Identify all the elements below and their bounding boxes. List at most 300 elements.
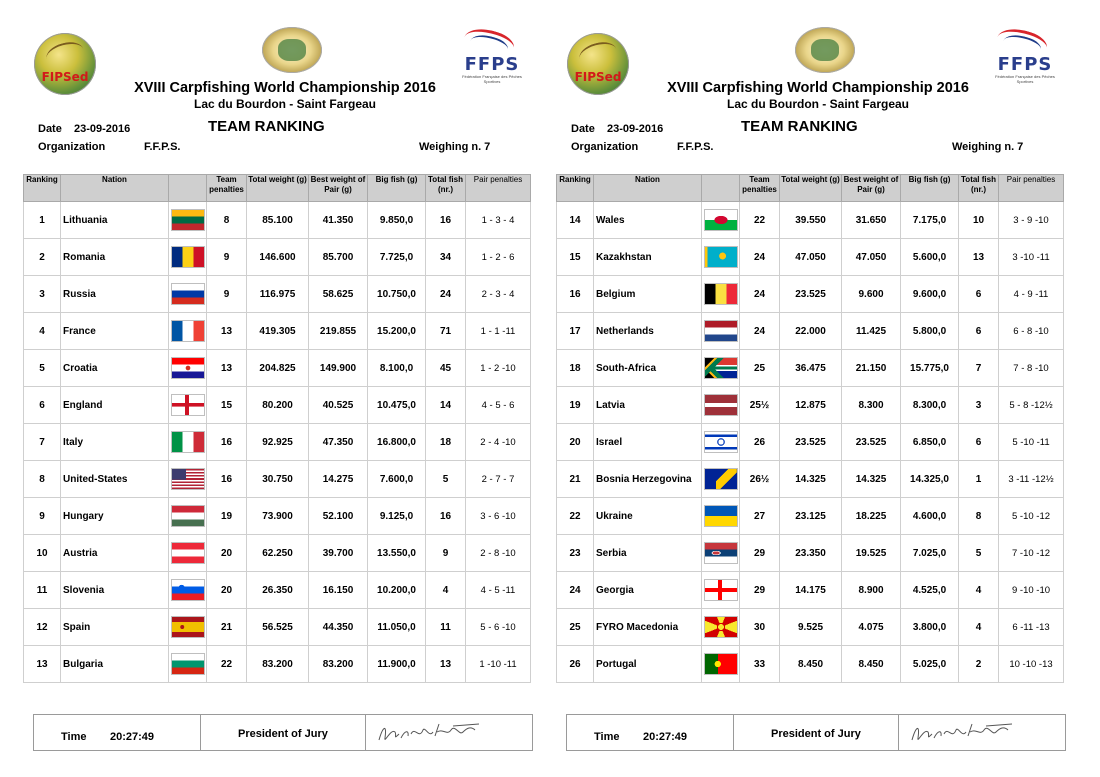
table-row — [557, 387, 1064, 424]
total-weight-cell: 116.975 — [247, 276, 309, 313]
rank-cell: 11 — [24, 572, 61, 609]
nation-cell: Israel — [594, 424, 702, 461]
total-weight-cell: 8.450 — [780, 646, 842, 683]
flag-icon — [705, 506, 737, 526]
venue-subtitle: Lac du Bourdon - Saint Fargeau — [726, 97, 909, 111]
table-row — [557, 535, 1064, 572]
fipsed-logo-text: FIPSed — [574, 70, 622, 84]
col-total-fish: Total fish (nr.) — [959, 175, 999, 202]
total-fish-cell: 13 — [426, 646, 466, 683]
flag-cell — [702, 572, 740, 609]
ffps-logo — [993, 28, 1057, 84]
flag-icon — [172, 580, 204, 600]
rank-cell: 8 — [24, 461, 61, 498]
nation-cell: Romania — [61, 239, 169, 276]
total-fish-cell: 6 — [959, 424, 999, 461]
flag-icon — [172, 617, 204, 637]
president-signature — [375, 718, 485, 746]
rank-cell: 18 — [557, 350, 594, 387]
nation-cell: Austria — [61, 535, 169, 572]
rank-cell: 22 — [557, 498, 594, 535]
best-pair-weight-cell: 21.150 — [842, 350, 901, 387]
total-weight-cell: 419.305 — [247, 313, 309, 350]
table-row — [557, 276, 1064, 313]
ffps-logo-text: FFPS — [997, 54, 1053, 75]
big-fish-cell: 3.800,0 — [901, 609, 959, 646]
col-nation: Nation — [61, 175, 169, 202]
col-pair-penalties: Pair penalties — [466, 175, 531, 202]
table-row — [24, 424, 531, 461]
nation-cell: Kazakhstan — [594, 239, 702, 276]
total-fish-cell: 8 — [959, 498, 999, 535]
pair-penalties-cell: 2 - 3 - 4 — [466, 276, 531, 313]
pair-penalties-cell: 1 -10 -11 — [466, 646, 531, 683]
flag-cell — [702, 461, 740, 498]
table-row — [24, 572, 531, 609]
total-weight-cell: 204.825 — [247, 350, 309, 387]
total-fish-cell: 6 — [959, 276, 999, 313]
big-fish-cell: 8.100,0 — [368, 350, 426, 387]
best-pair-weight-cell: 16.150 — [309, 572, 368, 609]
flag-icon — [705, 617, 737, 637]
table-row — [24, 313, 531, 350]
flag-icon — [705, 432, 737, 452]
time-value: 20:27:49 — [643, 731, 688, 743]
weighing-number: Weighing n. 7 — [952, 141, 1024, 153]
col-total-fish: Total fish (nr.) — [426, 175, 466, 202]
championship-emblem — [262, 27, 322, 73]
pair-penalties-cell: 2 - 7 - 7 — [466, 461, 531, 498]
total-fish-cell: 2 — [959, 646, 999, 683]
total-fish-cell: 10 — [959, 202, 999, 239]
table-row — [24, 202, 531, 239]
flag-cell — [169, 276, 207, 313]
rank-cell: 1 — [24, 202, 61, 239]
rank-cell: 26 — [557, 646, 594, 683]
time-label: Time — [61, 731, 87, 743]
pair-penalties-cell: 1 - 2 -10 — [466, 350, 531, 387]
rank-cell: 3 — [24, 276, 61, 313]
total-weight-cell: 85.100 — [247, 202, 309, 239]
flag-icon — [705, 580, 737, 600]
flag-icon — [705, 284, 737, 304]
table-row — [557, 609, 1064, 646]
pair-penalties-cell: 5 -10 -11 — [999, 424, 1064, 461]
table-row — [557, 239, 1064, 276]
flag-cell — [169, 202, 207, 239]
rank-cell: 13 — [24, 646, 61, 683]
rank-cell: 9 — [24, 498, 61, 535]
big-fish-cell: 13.550,0 — [368, 535, 426, 572]
total-fish-cell: 34 — [426, 239, 466, 276]
date-value: 23-09-2016 — [74, 123, 131, 135]
total-weight-cell: 23.525 — [780, 276, 842, 313]
flag-icon — [172, 654, 204, 674]
total-fish-cell: 5 — [959, 535, 999, 572]
best-pair-weight-cell: 14.275 — [309, 461, 368, 498]
rank-cell: 16 — [557, 276, 594, 313]
big-fish-cell: 5.800,0 — [901, 313, 959, 350]
total-weight-cell: 39.550 — [780, 202, 842, 239]
total-fish-cell: 4 — [959, 609, 999, 646]
total-weight-cell: 22.000 — [780, 313, 842, 350]
total-fish-cell: 18 — [426, 424, 466, 461]
total-fish-cell: 16 — [426, 202, 466, 239]
flag-icon — [172, 543, 204, 563]
rank-cell: 7 — [24, 424, 61, 461]
nation-cell: Latvia — [594, 387, 702, 424]
pair-penalties-cell: 6 - 8 -10 — [999, 313, 1064, 350]
president-cell — [200, 715, 366, 750]
flag-cell — [169, 535, 207, 572]
best-pair-weight-cell: 31.650 — [842, 202, 901, 239]
pair-penalties-cell: 2 - 4 -10 — [466, 424, 531, 461]
president-of-jury-label: President of Jury — [771, 728, 861, 740]
nation-cell: Spain — [61, 609, 169, 646]
team-penalties-cell: 20 — [207, 535, 247, 572]
total-weight-cell: 146.600 — [247, 239, 309, 276]
team-penalties-cell: 24 — [740, 239, 780, 276]
table-row — [557, 498, 1064, 535]
pair-penalties-cell: 2 - 8 -10 — [466, 535, 531, 572]
rank-cell: 10 — [24, 535, 61, 572]
nation-cell: Bosnia Herzegovina — [594, 461, 702, 498]
nation-cell: Netherlands — [594, 313, 702, 350]
total-fish-cell: 4 — [426, 572, 466, 609]
flag-cell — [169, 646, 207, 683]
flag-icon — [172, 358, 204, 378]
flag-icon — [705, 543, 737, 563]
rank-cell: 5 — [24, 350, 61, 387]
table-row — [557, 313, 1064, 350]
best-pair-weight-cell: 23.525 — [842, 424, 901, 461]
table-row — [557, 646, 1064, 683]
fipsed-logo-text: FIPSed — [41, 70, 89, 84]
big-fish-cell: 9.850,0 — [368, 202, 426, 239]
col-ranking: Ranking — [557, 175, 594, 202]
total-weight-cell: 83.200 — [247, 646, 309, 683]
team-penalties-cell: 20 — [207, 572, 247, 609]
organization-label: Organization — [38, 141, 106, 153]
best-pair-weight-cell: 58.625 — [309, 276, 368, 313]
col-ranking: Ranking — [24, 175, 61, 202]
nation-cell: Russia — [61, 276, 169, 313]
pair-penalties-cell: 9 -10 -10 — [999, 572, 1064, 609]
big-fish-cell: 10.475,0 — [368, 387, 426, 424]
pair-penalties-cell: 3 - 9 -10 — [999, 202, 1064, 239]
time-value: 20:27:49 — [110, 731, 155, 743]
flag-cell — [169, 498, 207, 535]
total-weight-cell: 73.900 — [247, 498, 309, 535]
nation-cell: United-States — [61, 461, 169, 498]
signature-cell — [898, 715, 1064, 750]
big-fish-cell: 15.775,0 — [901, 350, 959, 387]
flag-cell — [702, 498, 740, 535]
championship-title: XVIII Carpfishing World Championship 2016 — [667, 80, 969, 96]
best-pair-weight-cell: 47.050 — [842, 239, 901, 276]
team-penalties-cell: 29 — [740, 572, 780, 609]
best-pair-weight-cell: 14.325 — [842, 461, 901, 498]
team-penalties-cell: 16 — [207, 461, 247, 498]
best-pair-weight-cell: 85.700 — [309, 239, 368, 276]
weighing-number: Weighing n. 7 — [419, 141, 491, 153]
best-pair-weight-cell: 19.525 — [842, 535, 901, 572]
flag-icon — [172, 210, 204, 230]
flag-icon — [705, 321, 737, 341]
col-team-penalties: Team penalties — [207, 175, 247, 202]
total-fish-cell: 16 — [426, 498, 466, 535]
flag-icon — [705, 469, 737, 489]
flag-icon — [172, 469, 204, 489]
table-header-row — [557, 175, 1064, 202]
team-penalties-cell: 24 — [740, 276, 780, 313]
total-fish-cell: 4 — [959, 572, 999, 609]
team-penalties-cell: 13 — [207, 350, 247, 387]
organization-value: F.F.P.S. — [144, 141, 181, 153]
total-weight-cell: 26.350 — [247, 572, 309, 609]
pair-penalties-cell: 7 -10 -12 — [999, 535, 1064, 572]
table-row — [24, 276, 531, 313]
big-fish-cell: 9.600,0 — [901, 276, 959, 313]
venue-subtitle: Lac du Bourdon - Saint Fargeau — [193, 97, 376, 111]
pair-penalties-cell: 4 - 9 -11 — [999, 276, 1064, 313]
team-penalties-cell: 25 — [740, 350, 780, 387]
big-fish-cell: 15.200,0 — [368, 313, 426, 350]
ranking-table — [556, 174, 1064, 683]
flag-icon — [172, 395, 204, 415]
col-best-weight-pair: Best weight of Pair (g) — [309, 175, 368, 202]
table-row — [24, 387, 531, 424]
total-weight-cell: 36.475 — [780, 350, 842, 387]
col-big-fish: Big fish (g) — [901, 175, 959, 202]
total-fish-cell: 1 — [959, 461, 999, 498]
best-pair-weight-cell: 8.900 — [842, 572, 901, 609]
rank-cell: 23 — [557, 535, 594, 572]
rank-cell: 24 — [557, 572, 594, 609]
big-fish-cell: 5.600,0 — [901, 239, 959, 276]
rank-cell: 15 — [557, 239, 594, 276]
flag-cell — [169, 239, 207, 276]
flag-cell — [702, 313, 740, 350]
nation-cell: Ukraine — [594, 498, 702, 535]
total-weight-cell: 62.250 — [247, 535, 309, 572]
total-fish-cell: 71 — [426, 313, 466, 350]
flag-icon — [705, 654, 737, 674]
rank-cell: 2 — [24, 239, 61, 276]
table-row — [557, 461, 1064, 498]
total-fish-cell: 5 — [426, 461, 466, 498]
nation-cell: France — [61, 313, 169, 350]
table-row — [557, 350, 1064, 387]
team-penalties-cell: 22 — [207, 646, 247, 683]
date-label: Date — [571, 123, 595, 135]
big-fish-cell: 10.750,0 — [368, 276, 426, 313]
table-row — [24, 498, 531, 535]
big-fish-cell: 16.800,0 — [368, 424, 426, 461]
championship-emblem — [795, 27, 855, 73]
big-fish-cell: 14.325,0 — [901, 461, 959, 498]
big-fish-cell: 10.200,0 — [368, 572, 426, 609]
total-fish-cell: 11 — [426, 609, 466, 646]
president-cell — [733, 715, 899, 750]
flag-cell — [702, 239, 740, 276]
pair-penalties-cell: 3 - 6 -10 — [466, 498, 531, 535]
best-pair-weight-cell: 47.350 — [309, 424, 368, 461]
flag-cell — [702, 646, 740, 683]
pair-penalties-cell: 5 - 6 -10 — [466, 609, 531, 646]
flag-icon — [705, 358, 737, 378]
nation-cell: Serbia — [594, 535, 702, 572]
total-weight-cell: 23.125 — [780, 498, 842, 535]
pair-penalties-cell: 7 - 8 -10 — [999, 350, 1064, 387]
big-fish-cell: 4.600,0 — [901, 498, 959, 535]
nation-cell: Lithuania — [61, 202, 169, 239]
total-weight-cell: 30.750 — [247, 461, 309, 498]
col-best-weight-pair: Best weight of Pair (g) — [842, 175, 901, 202]
table-row — [24, 646, 531, 683]
time-label: Time — [594, 731, 620, 743]
nation-cell: Bulgaria — [61, 646, 169, 683]
team-penalties-cell: 9 — [207, 239, 247, 276]
table-row — [24, 350, 531, 387]
flag-icon — [705, 210, 737, 230]
flag-icon — [705, 247, 737, 267]
best-pair-weight-cell: 18.225 — [842, 498, 901, 535]
best-pair-weight-cell: 8.300 — [842, 387, 901, 424]
best-pair-weight-cell: 8.450 — [842, 646, 901, 683]
big-fish-cell: 7.600,0 — [368, 461, 426, 498]
team-penalties-cell: 9 — [207, 276, 247, 313]
table-header-row — [24, 175, 531, 202]
flag-cell — [702, 276, 740, 313]
flag-icon — [172, 506, 204, 526]
best-pair-weight-cell: 40.525 — [309, 387, 368, 424]
big-fish-cell: 7.025,0 — [901, 535, 959, 572]
nation-cell: Italy — [61, 424, 169, 461]
best-pair-weight-cell: 41.350 — [309, 202, 368, 239]
total-fish-cell: 7 — [959, 350, 999, 387]
total-weight-cell: 23.525 — [780, 424, 842, 461]
nation-cell: South-Africa — [594, 350, 702, 387]
big-fish-cell: 8.300,0 — [901, 387, 959, 424]
pair-penalties-cell: 4 - 5 - 6 — [466, 387, 531, 424]
col-total-weight: Total weight (g) — [247, 175, 309, 202]
table-row — [557, 424, 1064, 461]
rank-cell: 4 — [24, 313, 61, 350]
flag-cell — [169, 387, 207, 424]
pair-penalties-cell: 1 - 3 - 4 — [466, 202, 531, 239]
total-weight-cell: 14.175 — [780, 572, 842, 609]
ranking-table — [23, 174, 531, 683]
pair-penalties-cell: 4 - 5 -11 — [466, 572, 531, 609]
flag-icon — [172, 284, 204, 304]
big-fish-cell: 9.125,0 — [368, 498, 426, 535]
big-fish-cell: 5.025,0 — [901, 646, 959, 683]
col-flag — [169, 175, 207, 202]
rank-cell: 14 — [557, 202, 594, 239]
organization-value: F.F.P.S. — [677, 141, 714, 153]
time-cell — [567, 715, 734, 750]
col-nation: Nation — [594, 175, 702, 202]
nation-cell: Hungary — [61, 498, 169, 535]
pair-penalties-cell: 1 - 1 -11 — [466, 313, 531, 350]
rank-cell: 17 — [557, 313, 594, 350]
report-title: TEAM RANKING — [741, 118, 858, 135]
total-weight-cell: 92.925 — [247, 424, 309, 461]
flag-cell — [169, 461, 207, 498]
footer-box — [33, 714, 533, 751]
total-weight-cell: 12.875 — [780, 387, 842, 424]
nation-cell: FYRO Macedonia — [594, 609, 702, 646]
flag-icon — [172, 321, 204, 341]
team-penalties-cell: 21 — [207, 609, 247, 646]
flag-cell — [702, 609, 740, 646]
nation-cell: Wales — [594, 202, 702, 239]
flag-icon — [172, 432, 204, 452]
team-penalties-cell: 22 — [740, 202, 780, 239]
total-fish-cell: 14 — [426, 387, 466, 424]
big-fish-cell: 7.175,0 — [901, 202, 959, 239]
pair-penalties-cell: 10 -10 -13 — [999, 646, 1064, 683]
flag-cell — [702, 424, 740, 461]
nation-cell: Belgium — [594, 276, 702, 313]
best-pair-weight-cell: 39.700 — [309, 535, 368, 572]
table-row — [557, 202, 1064, 239]
team-penalties-cell: 25½ — [740, 387, 780, 424]
total-weight-cell: 56.525 — [247, 609, 309, 646]
big-fish-cell: 11.050,0 — [368, 609, 426, 646]
team-penalties-cell: 13 — [207, 313, 247, 350]
total-fish-cell: 9 — [426, 535, 466, 572]
date-value: 23-09-2016 — [607, 123, 664, 135]
president-of-jury-label: President of Jury — [238, 728, 328, 740]
time-cell — [34, 715, 201, 750]
col-team-penalties: Team penalties — [740, 175, 780, 202]
rank-cell: 6 — [24, 387, 61, 424]
big-fish-cell: 6.850,0 — [901, 424, 959, 461]
nation-cell: England — [61, 387, 169, 424]
team-penalties-cell: 19 — [207, 498, 247, 535]
pair-penalties-cell: 1 - 2 - 6 — [466, 239, 531, 276]
team-penalties-cell: 27 — [740, 498, 780, 535]
flag-cell — [169, 313, 207, 350]
total-fish-cell: 3 — [959, 387, 999, 424]
president-signature — [908, 718, 1018, 746]
date-label: Date — [38, 123, 62, 135]
team-penalties-cell: 26 — [740, 424, 780, 461]
flag-cell — [702, 387, 740, 424]
total-weight-cell: 9.525 — [780, 609, 842, 646]
total-weight-cell: 14.325 — [780, 461, 842, 498]
footer-box — [566, 714, 1066, 751]
best-pair-weight-cell: 11.425 — [842, 313, 901, 350]
flag-icon — [172, 247, 204, 267]
best-pair-weight-cell: 52.100 — [309, 498, 368, 535]
best-pair-weight-cell: 4.075 — [842, 609, 901, 646]
table-row — [24, 461, 531, 498]
nation-cell: Georgia — [594, 572, 702, 609]
big-fish-cell: 11.900,0 — [368, 646, 426, 683]
flag-cell — [169, 572, 207, 609]
big-fish-cell: 4.525,0 — [901, 572, 959, 609]
table-row — [557, 572, 1064, 609]
col-total-weight: Total weight (g) — [780, 175, 842, 202]
total-fish-cell: 6 — [959, 313, 999, 350]
team-penalties-cell: 29 — [740, 535, 780, 572]
total-fish-cell: 13 — [959, 239, 999, 276]
col-flag — [702, 175, 740, 202]
team-penalties-cell: 33 — [740, 646, 780, 683]
